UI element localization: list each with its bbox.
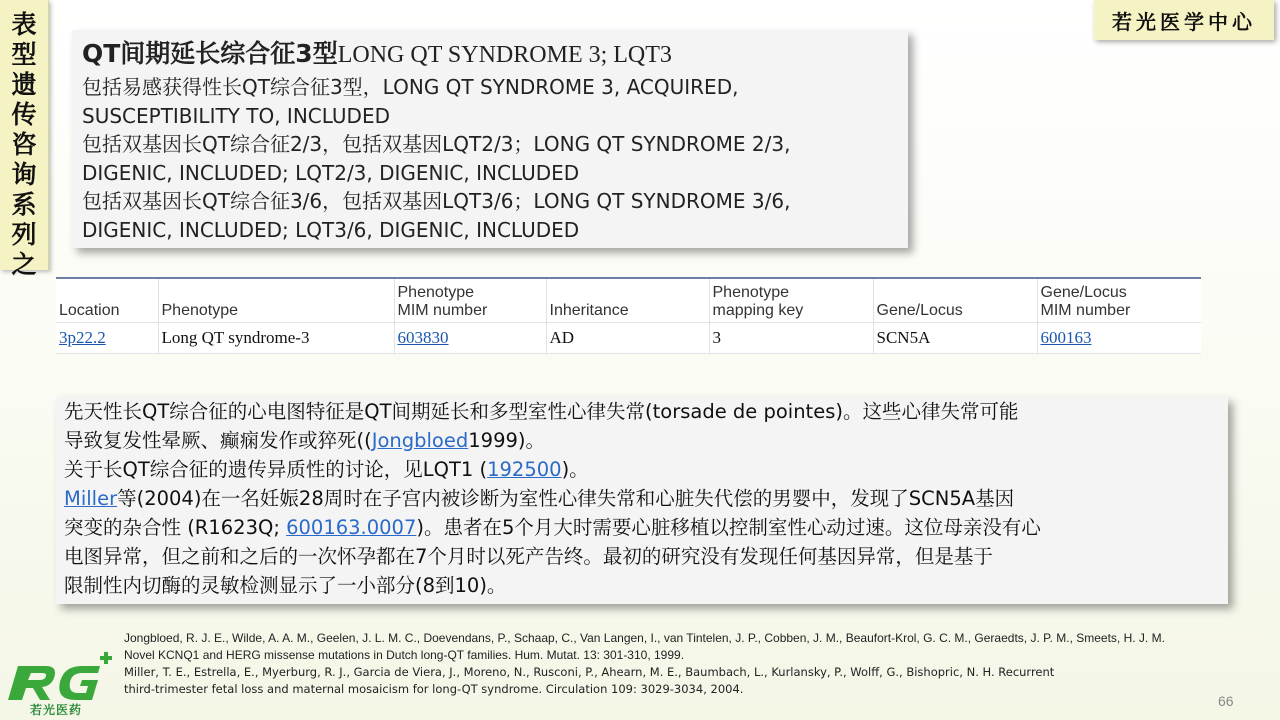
- references: [124, 630, 1248, 698]
- title-line: DIGENIC, INCLUDED; LQT2/3, DIGENIC, INCLUDED: [82, 160, 580, 185]
- gene-mim-link[interactable]: 600163: [1040, 327, 1092, 347]
- title-line: DIGENIC, INCLUDED; LQT3/6, DIGENIC, INCLUDED: [82, 217, 580, 242]
- col-mapping-key: Phenotype mapping key: [709, 278, 873, 322]
- logo-text: 若光医药: [29, 703, 82, 717]
- para-line: 导致复发性晕厥、癫痫发作或猝死((Jongbloed1999)。: [64, 429, 545, 452]
- brand-box: [1094, 0, 1274, 40]
- lqt1-link[interactable]: 192500: [487, 458, 562, 481]
- location-link[interactable]: 3p22.2: [59, 327, 106, 347]
- para-line: 限制性内切酶的灵敏检测显示了一小部分(8到10)。: [64, 574, 507, 597]
- cell-phenotype: Long QT syndrome-3: [158, 322, 394, 353]
- col-phenotype: Phenotype: [158, 278, 394, 322]
- page-number: 66: [1218, 693, 1234, 709]
- side-title-tab: [0, 0, 49, 279]
- para-line: 电图异常，但之前和之后的一次怀孕都在7个月时以死产告终。最初的研究没有发现任何基因异常，但是基于: [64, 545, 993, 568]
- para-line: 突变的杂合性 (R1623Q; 600163.0007)。患者在5个月大时需要心脏移植以控制室性心动过速。这位母亲没有心: [64, 516, 1041, 539]
- col-gene-locus: Gene/Locus: [873, 278, 1037, 322]
- para-line: 先天性长QT综合征的心电图特征是QT间期延长和多型室性心律失常(torsade de pointes)。这些心律失常可能: [64, 400, 1019, 423]
- title-en: LONG QT SYNDROME 3; LQT3: [337, 42, 672, 68]
- cell-location: [56, 322, 158, 353]
- reference-line: Jongbloed, R. J. E., Wilde, A. A. M., Geelen, J. L. M. C., Doevendans, P., Schaap, C., Van Langen, I., van Tintelen, J. P., Cobben, J. M., Beaufort-Krol, G. C. M., Geraedts, J. P. M., Smeets, H. J. M.: [124, 631, 1165, 645]
- col-phenotype-mim: Phenotype MIM number: [394, 278, 546, 322]
- table-header-row: [56, 278, 1201, 322]
- para-line: Miller等(2004)在一名妊娠28周时在子宫内被诊断为室性心律失常和心脏失代偿的男婴中，发现了SCN5A基因: [64, 487, 1015, 510]
- cell-gene-mim: [1037, 322, 1201, 353]
- cell-inheritance: AD: [546, 322, 709, 353]
- side-title: 表型遗传咨询系列之: [11, 10, 37, 279]
- cell-phenotype-mim: [394, 322, 546, 353]
- cell-mapping-key: 3: [709, 322, 873, 353]
- reference-line: Novel KCNQ1 and HERG missense mutations in Dutch long-QT families. Hum. Mutat. 13: 301-310, 1999.: [124, 648, 685, 662]
- col-inheritance: Inheritance: [546, 278, 709, 322]
- miller-link[interactable]: Miller: [64, 487, 118, 510]
- omim-phenotype-table: [56, 277, 1201, 354]
- variant-link[interactable]: 600163.0007: [286, 516, 417, 539]
- reference-line: Miller, T. E., Estrella, E., Myerburg, R. J., Garcia de Viera, J., Moreno, N., Rusconi, P., Ahearn, M. E., Baumbach, L., Kurlansky, P., Wolff, G., Bishopric, N. H. Recurrent: [124, 665, 1055, 679]
- title-line: 包括双基因长QT综合征3/6，包括双基因LQT3/6；LONG QT SYNDROME 3/6,: [82, 189, 791, 213]
- reference-line: third-trimester fetal loss and maternal mosaicism for long-QT syndrome. Circulation 109: 3029-3034, 2004.: [124, 682, 744, 696]
- brand-name: 若光医学中心: [1112, 9, 1256, 34]
- para-line: 关于长QT综合征的遗传异质性的讨论，见LQT1 (192500)。: [64, 458, 589, 481]
- title-box: [72, 30, 908, 248]
- page-title: [82, 36, 898, 73]
- description-box: [56, 397, 1228, 604]
- title-line: 包括易感获得性长QT综合征3型，LONG QT SYNDROME 3, ACQUIRED,: [82, 75, 739, 99]
- table-row: [56, 322, 1201, 353]
- title-line: 包括双基因长QT综合征2/3，包括双基因LQT2/3；LONG QT SYNDROME 2/3,: [82, 132, 791, 156]
- cell-gene: SCN5A: [873, 322, 1037, 353]
- title-line: SUSCEPTIBILITY TO, INCLUDED: [82, 103, 390, 128]
- phenotype-mim-link[interactable]: 603830: [397, 327, 449, 347]
- col-gene-mim: Gene/Locus MIM number: [1037, 278, 1201, 322]
- title-included-list: [82, 73, 898, 244]
- title-cn: QT间期延长综合征3型: [82, 39, 338, 68]
- col-location: Location: [59, 301, 120, 319]
- jongbloed-link[interactable]: Jongbloed: [371, 429, 469, 452]
